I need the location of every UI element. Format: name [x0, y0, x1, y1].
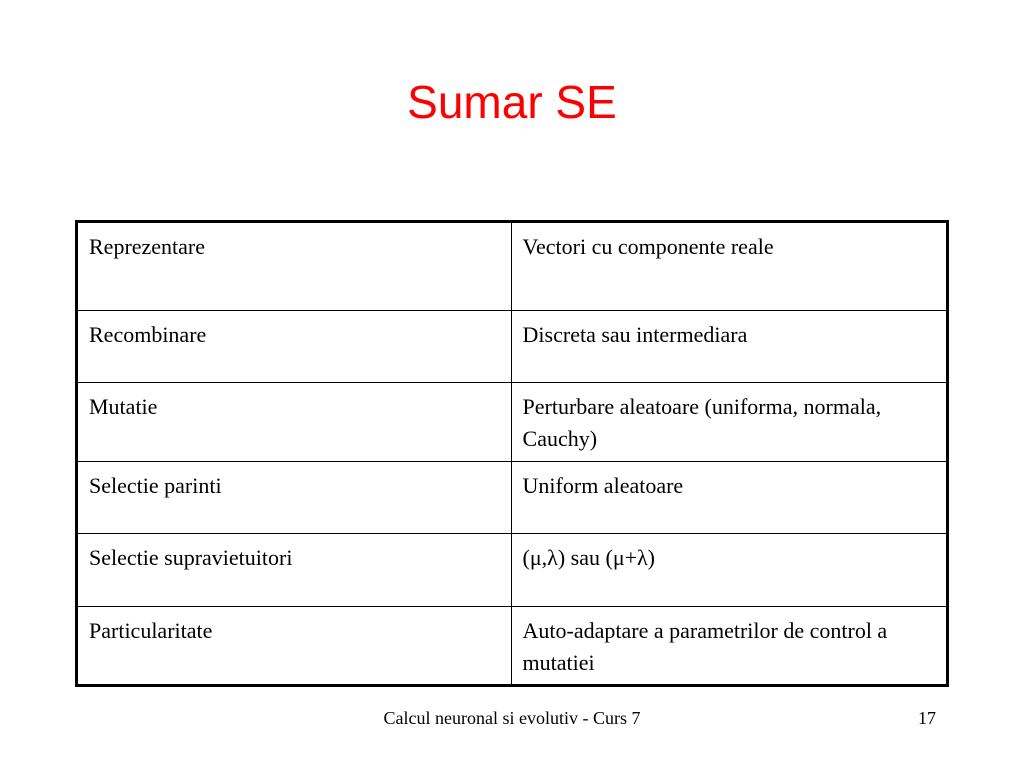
row-label: Selectie parinti: [77, 462, 512, 534]
row-value: Perturbare aleatoare (uniforma, normala, Cauchy): [511, 383, 947, 462]
row-label: Particularitate: [77, 607, 512, 686]
row-value: (μ,λ) sau (μ+λ): [511, 534, 947, 607]
row-value: Discreta sau intermediara: [511, 311, 947, 383]
table-row: [77, 383, 948, 462]
table-row: [77, 222, 948, 311]
row-label: Recombinare: [77, 311, 512, 383]
row-value: Uniform aleatoare: [511, 462, 947, 534]
summary-table: [75, 220, 949, 687]
table-row: [77, 311, 948, 383]
page-number: 17: [918, 708, 936, 728]
row-label: Mutatie: [77, 383, 512, 462]
table-row: [77, 607, 948, 686]
row-label: Selectie supravietuitori: [77, 534, 512, 607]
table-row: [77, 534, 948, 607]
slide-title: Sumar SE: [407, 76, 617, 128]
row-value: Vectori cu componente reale: [511, 222, 947, 311]
table-row: [77, 462, 948, 534]
footer-text: Calcul neuronal si evolutiv - Curs 7: [383, 708, 641, 728]
row-value: Auto-adaptare a parametrilor de control a mutatiei: [511, 607, 947, 686]
row-label: Reprezentare: [77, 222, 512, 311]
